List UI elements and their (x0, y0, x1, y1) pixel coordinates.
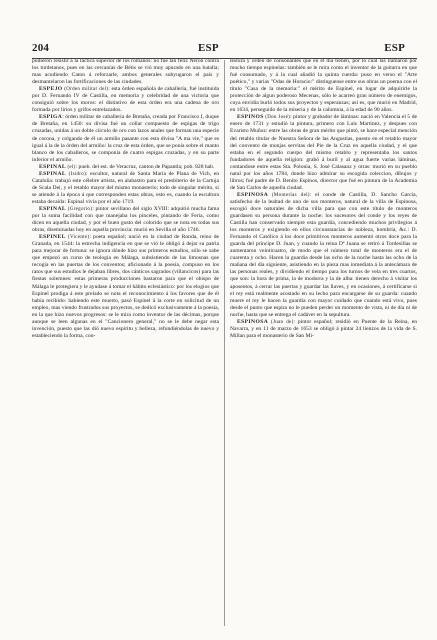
dictionary-entry (32, 164, 219, 171)
entry-headword: ESPINOSA (237, 191, 269, 198)
entry-headword: ESPIGA (39, 114, 63, 121)
dictionary-entry (230, 319, 417, 340)
entry-text: : el conde de Castilla, D. Sancho García, satisfecho de la lealtad de uno de sus monteros, natural de la villa de Espinosa, escogió doce naturales de dicha villa para que con este título de monteros guardasen su persona durante la noche: los sucesores del conde y los reyes de Castilla han conservado siempre esta guardia, concediendo muchos privilegios á los monteros y exigiendo en ellos circunstancias de nobleza, hombría, &c.: D. Fernando el Católico á los doce primitivos monteros aumentó otros doce para la guarda del príncipe D. Juan, y cuando la reina Dª Juana se retiró á Tordesillas se aumentaron veinticuatro, de modo que el número total de monteros era el de cuarenta y ocho. Hacen la guardia desde las ocho de la noche hasta las ocho de la mañana del día siguiente, asistiendo en la pieza mas inmediata á la antecámara de las personas reales, y dividiendo el tiempo para los turnos de vela en tres cuartos, que son: la hora de prima, la de modorra y la de alba: tienen derecho á visitar los aposentos, á cerrar las puertas y guardar las llaves, y en ocasiones, á certificarse si el rey está realmente acostado en su lecho para encargarse de su guarda: cuando muere el rey le hacen la guardia con mayor cuidado que cuando está vivo, pues desde el punto que espira no le pueden perder un momento de vista, ni de día ni de noche, hasta que se entrega el cadáver en la sepultura. (230, 191, 417, 318)
right-column (230, 58, 417, 628)
entry-text: : pueb. del est. de Veracruz, canton de Papantla; pob. 828 hab. (75, 163, 215, 170)
running-head-left: ESP (198, 42, 219, 54)
entry-headword: ESPINEL (39, 234, 66, 241)
entry-headword: ESPINAL (39, 205, 67, 212)
entry-text: : esta órden española de caballería, fué instituida por D. Fernando IV de Castilla, en memoria y celebridad de una victoria que consiguió sobre los moros: el distintivo de esta órden era una cadena de oro formada por lirios y grifos entrelazados. (32, 86, 219, 114)
entry-headword: ESPINAL (39, 163, 67, 170)
entry-text: : poeta español; nació en la ciudad de Ronda, reino de Granada, en 1544: la estrecha indigencia en que se vió le obligó á dejar su patria para mejorar de fortuna: se ignora dónde hizo sus primeros estudios, sólo se sabe que empezó un curso de teología en Málaga, subsistiendo de las limosnas que recogía en las puertas de los conventos; aficionado á la poesía, compuso en los ratos que sus estudios le dejaban libres, dos cánticos sagrados (villancicos) para las fiestas solemnes: estas primeras producciones bastaron para que el obispo de Málaga le protegiera y le ayudase á tomar el hábito eclesiástico: por los elogios que Espinel prodiga á este prelado se nota el reconocimiento á los favores que de él había recibido: habiendo este muerto, pasó Espinel á la corte en solicitud de un empleo, mas viendo frustrados sus proyectos, se dedicó exclusivamente á la poesía, en la que hizo nuevos progresos: se le mira como inventor de las décimas, porque aunque se leen algunas en el "Cancionero general," no se le debe negar esta invención, puesto que las dió nuevo espíritu y belleza, refundiéndolas de nuevo y estableciendo la forma, con- (32, 234, 219, 339)
dictionary-entry (32, 114, 219, 163)
dictionary-entry (230, 192, 417, 319)
entry-qualifier: (Juan de) (270, 319, 294, 325)
entry-qualifier: (Vicente) (68, 235, 90, 241)
page-header (32, 42, 417, 56)
entry-headword: ESPEJO (39, 86, 63, 93)
entry-qualifier: (Isidro) (68, 171, 87, 177)
dictionary-entry (32, 234, 219, 340)
dictionary-entry (32, 171, 219, 206)
entry-qualifier: (Don José) (265, 115, 291, 121)
entry-headword: ESPINAL (39, 170, 67, 177)
entry-text: : pintor y grabador de láminas: nació en Valencia el 5 de enero de 1731 y estudió la pintura, primero con Luis Martínez, y despues con Evaristo Muñoz: entre las obras de gran mérito que pintó, se hace especial mención del retablo titular de Nuestra Señora de las Angustias, puesto en el retablo mayor del convento de monjas servitas del Pie de la Cruz en aquella ciudad, y el que estaba en el segundo cuerpo del mismo retablo y representaba los santos fundadores de aquella religion: grabó á buril y al agua fuerte varias láminas, contandose entre estas Sta. Polonia, S. José Calasanz y otras: murió en su pueblo natal por los años 1784, donde hizo admirar su escogida coleccion, dibujos y libros; fué padre de D. Benito Espinos, director que fué en pintura de la Academia de San Carlos de aquella ciudad. (230, 114, 417, 191)
continued-paragraph: pudieron resistir á la táctica superior de los romanos: no fué tan feliz Neron contra los turdetanos, pues en las cercanías de Bétis se vió muy apurado en una batalla; mas acudiendo Caton á reforzarle, ambos generales subyugaron el país y desmantelaron las fortificaciones de las ciudades. (32, 58, 219, 86)
running-head-right: ESP (384, 42, 405, 54)
continued-paragraph: testura y órden de consonantes que en el día tienen, por lo cual las llamaron por mucho tiempo espinelas: también se le mira como el inventor de la guitarra en que fué consumado, y á la cual añadió la quinta cuerda: puso en verso el "Arte poético," y varias "Odas de Horacio:" distinguense entre sus obras un poema con el título "Casa de la memoria:" el mérito de Espinel, en lugar de adquirirle la protección de algun poderoso Mecenas, sólo le acarreó gran número de enemigos, cuya envidia burló todos sus proyectos y esperanzas; así es, que murió en Madrid, en 1634, perseguido de la miseria y de la calumnia, á la edad de 90 años. (230, 58, 417, 114)
entry-qualifier: (Orden militar del) (64, 87, 109, 93)
dictionary-entry (230, 114, 417, 192)
page-number: 204 (32, 42, 50, 54)
entry-qualifier: (el) (67, 164, 76, 170)
entry-headword: ESPINOS (237, 114, 264, 121)
entry-qualifier: (Gregorio) (67, 206, 93, 212)
entry-headword: ESPINOSA (237, 318, 269, 325)
entry-text: : pintor español; residió en Puente de la Reina, en Navarra, y en 11 de marzo de 1653 se obligó á pintar 24 lienzos de la vida de S. Millan para el monasterio de San Mi- (230, 318, 417, 339)
entry-text: : escultor, natural de Santa María de Plana de Vich, en Cataluña: trabajó este célebre artista, en alabastro para el presbiterio de la Cartuja de Scala Dei, y el retablo mayor del mismo monasterio; todo de singular mérito, si se atiende á la época á que corresponden estas obras, esto es, cuando la escultura estaba decaída: Espinal vivía por el año 1719. (32, 170, 219, 205)
entry-text: : pintor sevillano del siglo XVIII: adquirió mucha fama por la suma facilidad con que manejaba los pinceles, pintando de Feria, como dicen en aquella ciudad, y por el buen gusto del colorido que se nota en todas sus obras, diseminadas hoy en aquella provincia: murió en Sevilla el año 1746. (32, 205, 219, 234)
dictionary-entry (32, 206, 219, 234)
left-column (32, 58, 219, 628)
entry-qualifier: (Monterías del) (271, 192, 310, 198)
column-divider (224, 60, 225, 626)
dictionary-entry (32, 86, 219, 114)
entry-text: : órden militar de caballería de Bretaña, creada por Francisco I, duque de Bretaña, en 1450: su divisa fué un collar compuesto de espigas de trigo cruzadas, unidas á un doble círculo de oro con lazos anales que forman una especie de corona, y colgando de él un armiño pasante con esta divisa "A ma vie," que es igual á la de la órden del armiño: la cruz de esta órden, que se ponía sobre el manto blanco de los caballeros, se componía de cuatro espigas cruzadas, y en su parte inferior el armiño. (32, 114, 219, 163)
